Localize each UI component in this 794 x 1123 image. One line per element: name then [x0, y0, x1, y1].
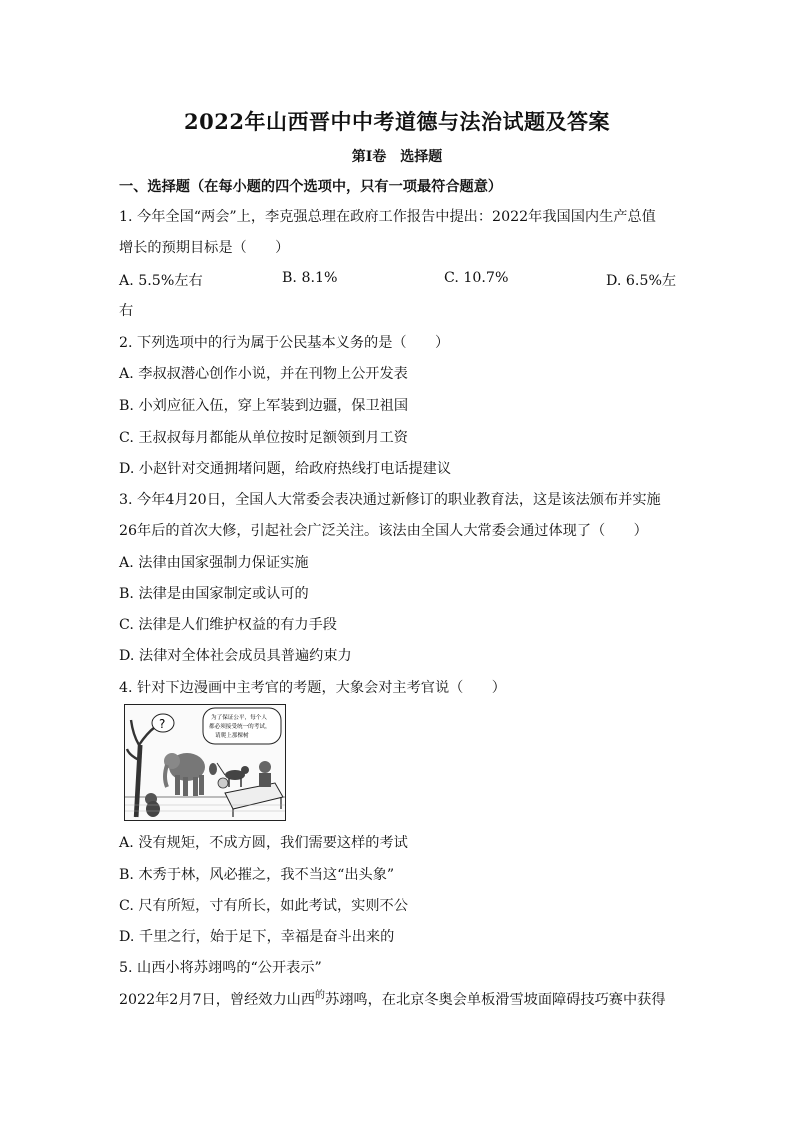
- q2-stem: 2. 下列选项中的行为属于公民基本义务的是（ ）: [119, 335, 450, 351]
- q2-option-a[interactable]: A. 李叔叔潜心创作小说，并在刊物上公开发表: [119, 366, 408, 382]
- svg-text:请爬上那棵树: 请爬上那棵树: [215, 733, 249, 739]
- q3-option-c[interactable]: C. 法律是人们维护权益的有力手段: [119, 617, 337, 633]
- q1-option-a[interactable]: A. 5.5%左右: [119, 273, 203, 289]
- q4-option-a[interactable]: A. 没有规矩，不成方圆，我们需要这样的考试: [119, 835, 408, 851]
- q3-option-b[interactable]: B. 法律是由国家制定或认可的: [119, 586, 309, 602]
- q1-option-d-continued: 右: [119, 303, 134, 319]
- q5-text-part1: 2022年2月7日，曾经效力山西: [119, 992, 316, 1008]
- q3-option-a[interactable]: A. 法律由国家强制力保证实施: [119, 555, 309, 571]
- q5-stem: 5. 山西小将苏翊鸣的“公开表示”: [119, 960, 322, 976]
- q3-stem-line2: 26年后的首次大修，引起社会广泛关注。该法由全国人大常委会通过体现了（ ）: [119, 523, 648, 539]
- exam-cartoon-image: [124, 704, 286, 821]
- q4-stem: 4. 针对下边漫画中主考官的考题，大象会对主考官说（ ）: [119, 680, 506, 696]
- volume-heading: 第Ⅰ卷 选择题: [351, 149, 443, 165]
- q2-option-b[interactable]: B. 小刘应征入伍，穿上军装到边疆，保卫祖国: [119, 398, 409, 414]
- q3-stem-line1: 3. 今年4月20日，全国人大常委会表决通过新修订的职业教育法，这是该法颁布并实施: [119, 492, 661, 508]
- q1-stem-line2: 增长的预期目标是（ ）: [119, 240, 290, 256]
- q5-text-part2: 苏翊鸣，在北京冬奥会单板滑雪坡面障碍技巧赛中获得: [325, 992, 666, 1008]
- cartoon-right-bubble-text: 为了保证公平，每个人: [211, 715, 267, 721]
- q1-stem-line1: 1. 今年全国“两会”上，李克强总理在政府工作报告中提出：2022年我国国内生产总值: [119, 209, 656, 225]
- q4-option-c[interactable]: C. 尺有所短，寸有所长，如此考试，实则不公: [119, 898, 408, 914]
- q1-option-b[interactable]: B. 8.1%: [282, 270, 338, 286]
- svg-text:都必须接受统一的考试，: 都必须接受统一的考试，: [209, 724, 271, 730]
- q4-option-b[interactable]: B. 木秀于林，风必摧之，我不当这“出头象”: [119, 867, 395, 883]
- q3-option-d[interactable]: D. 法律对全体社会成员具普遍约束力: [119, 648, 352, 664]
- q5-text-line1: [119, 989, 666, 1009]
- cartoon-drawing: [125, 705, 285, 820]
- section-heading: 一、选择题（在每小题的四个选项中，只有一项最符合题意）: [119, 179, 503, 195]
- cartoon-left-bubble-text: ?: [159, 717, 166, 731]
- q1-option-c[interactable]: C. 10.7%: [444, 270, 509, 286]
- q5-text-superscript: 的: [315, 990, 326, 1001]
- q4-option-d[interactable]: D. 千里之行，始于足下，幸福是奋斗出来的: [119, 929, 395, 945]
- q1-option-d[interactable]: D. 6.5%左: [606, 273, 677, 289]
- page-title: 2022年山西晋中中考道德与法治试题及答案: [184, 109, 610, 134]
- q2-option-d[interactable]: D. 小赵针对交通拥堵问题，给政府热线打电话提建议: [119, 461, 452, 477]
- q2-option-c[interactable]: C. 王叔叔每月都能从单位按时足额领到月工资: [119, 430, 408, 446]
